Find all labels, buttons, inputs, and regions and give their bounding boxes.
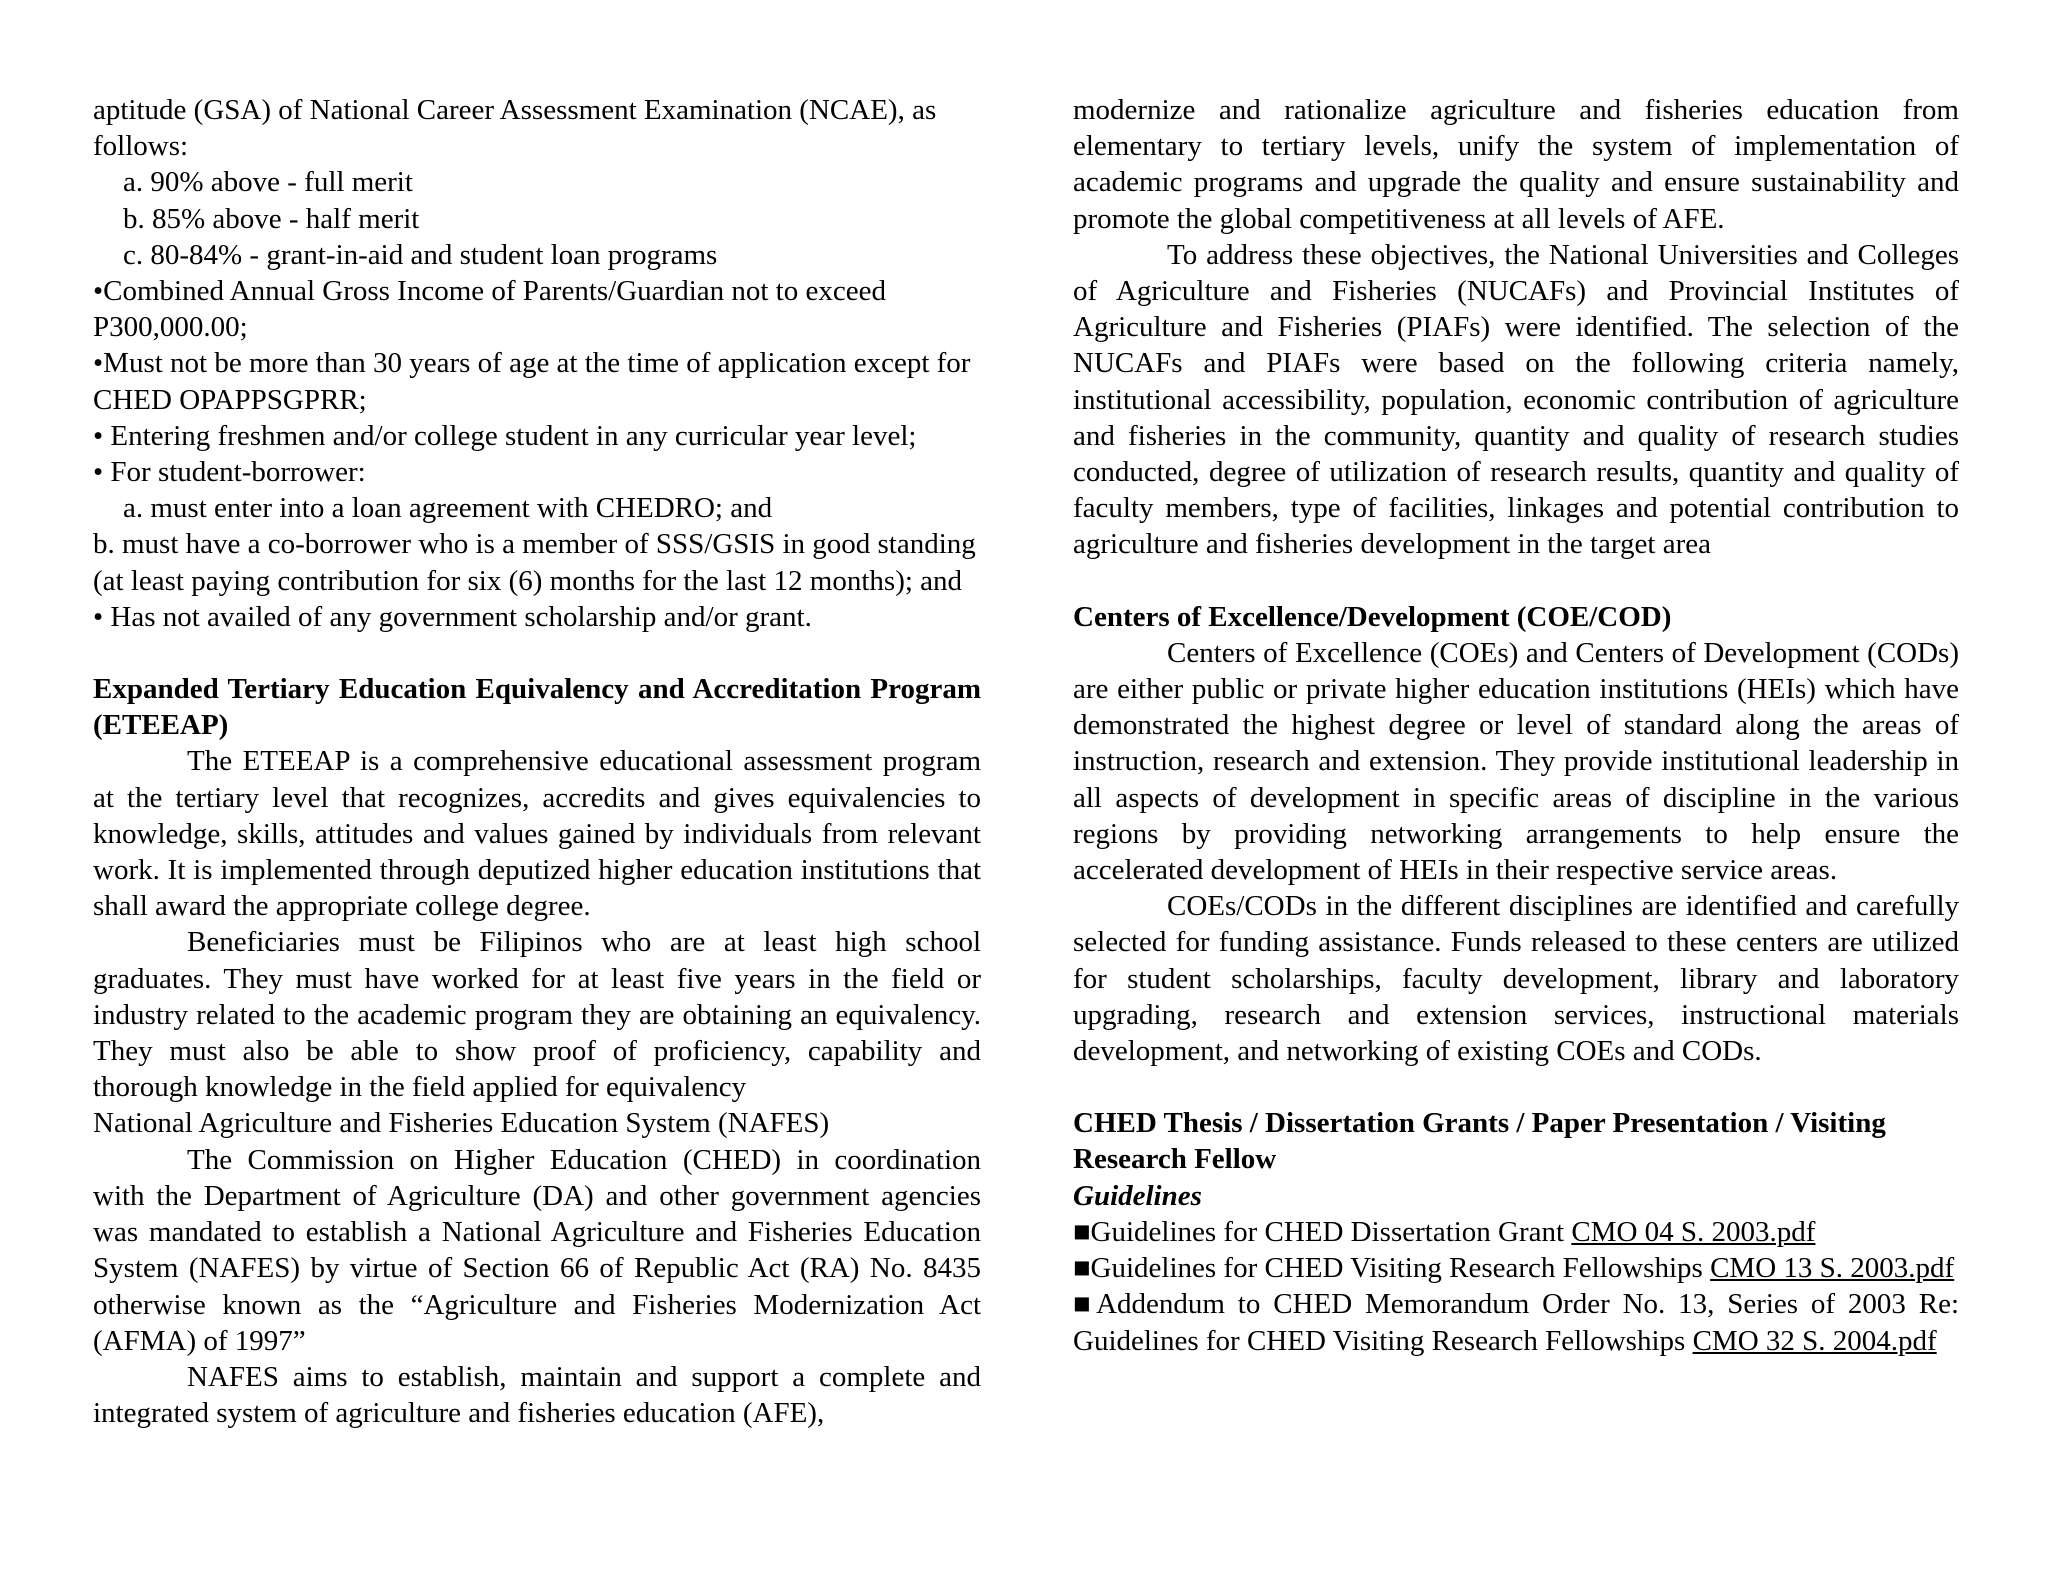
merit-item-full: a. 90% above - full merit	[123, 166, 413, 199]
requirement-scholarship: • Has not availed of any government scholarship and/or grant.	[93, 600, 812, 633]
right-column	[1073, 92, 1959, 1359]
ched-grants-heading: CHED Thesis / Dissertation Grants / Paper Presentation / Visiting Research Fellow	[1073, 1107, 1886, 1176]
cmo-13-link[interactable]: CMO 13 S. 2003.pdf	[1710, 1252, 1955, 1285]
borrower-item-b: b. must have a co-borrower who is a member of SSS/GSIS in good standing (at least paying contribution for six (6) months for the last 12 months); and	[93, 528, 976, 597]
cmo-32-link[interactable]: CMO 32 S. 2004.pdf	[1692, 1324, 1937, 1357]
requirement-freshmen: • Entering freshmen and/or college student in any curricular year level;	[93, 419, 917, 452]
eteeap-heading: Expanded Tertiary Education Equivalency and Accreditation Program (ETEEAP)	[93, 673, 981, 742]
requirement-income: •Combined Annual Gross Income of Parents/Guardian not to exceed P300,000.00;	[93, 275, 886, 344]
guidelines-label: Guidelines	[1073, 1179, 1202, 1212]
coe-heading: Centers of Excellence/Development (COE/COD)	[1073, 600, 1672, 633]
guideline-item-dissertation	[1073, 1214, 1959, 1250]
nafes-paragraph-2: NAFES aims to establish, maintain and support a complete and integrated system of agriculture and fisheries education (AFE),	[93, 1360, 981, 1430]
guideline-item-fellowships	[1073, 1250, 1959, 1286]
guideline-item-addendum	[1073, 1286, 1959, 1358]
merit-item-half: b. 85% above - half merit	[123, 202, 420, 235]
coe-paragraph-1: Centers of Excellence (COEs) and Centers of Development (CODs) are either public or private higher education institutions (HEIs) which have demonstrated the highest degree or level of standard along the areas of instruction, research and extension. They provide institutional leadership in all aspects of development in specific areas of discipline in the various regions by providing networking arrangements to help ensure the accelerated development of HEIs in their respective service areas.	[1073, 636, 1959, 887]
guideline-text: ■Guidelines for CHED Visiting Research Fellowships	[1073, 1252, 1711, 1285]
ncae-intro: aptitude (GSA) of National Career Assessment Examination (NCAE), as follows:	[93, 94, 937, 163]
eteeap-paragraph-1: The ETEEAP is a comprehensive educational assessment program at the tertiary level that recognizes, accredits and gives equivalencies to knowledge, skills, attitudes and values gained by individuals from relevant work. It is implemented through deputized higher education institutions that shall award the appropriate college degree.	[93, 745, 981, 923]
borrower-item-a: a. must enter into a loan agreement with CHEDRO; and	[123, 492, 773, 525]
nafes-continuation: modernize and rationalize agriculture and fisheries education from elementary to tertiary levels, unify the system of implementation of academic programs and upgrade the quality and ensure sustainability and promote the global competitiveness at all levels of AFE.	[1073, 94, 1959, 235]
cmo-04-link[interactable]: CMO 04 S. 2003.pdf	[1571, 1215, 1816, 1248]
requirement-age: •Must not be more than 30 years of age at the time of application except for CHED OPAPPSGPRR;	[93, 347, 971, 416]
nafes-paragraph-1: The Commission on Higher Education (CHED) in coordination with the Department of Agriculture (DA) and other government agencies was mandated to establish a National Agriculture and Fisheries Education System (NAFES) by virtue of Section 66 of Republic Act (RA) No. 8435 otherwise known as the “Agriculture and Fisheries Modernization Act (AFMA) of 1997”	[93, 1143, 981, 1357]
guideline-text: ■Guidelines for CHED Dissertation Grant	[1073, 1215, 1572, 1248]
guideline-text: ■Addendum to CHED Memorandum Order No. 13, Series of 2003 Re: Guidelines for CHED Visiting Research Fellowships	[1073, 1288, 1959, 1357]
nafes-paragraph-3: To address these objectives, the National Universities and Colleges of Agriculture and Fisheries (NUCAFs) and Provincial Institutes of Agriculture and Fisheries (PIAFs) were identified. The selection of the NUCAFs and PIAFs were based on the following criteria namely, institutional accessibility, population, economic contribution of agriculture and fisheries in the community, quantity and quality of research studies conducted, degree of utilization of research results, quantity and quality of faculty members, type of facilities, linkages and potential contribution to agriculture and fisheries development in the target area	[1073, 238, 1959, 561]
coe-paragraph-2: COEs/CODs in the different disciplines are identified and carefully selected for funding assistance. Funds released to these centers are utilized for student scholarships, faculty development, library and laboratory upgrading, research and extension services, instructional materials development, and networking of existing COEs and CODs.	[1073, 890, 1959, 1068]
nafes-title-line: National Agriculture and Fisheries Education System (NAFES)	[93, 1107, 830, 1140]
requirement-borrower: • For student-borrower:	[93, 456, 366, 489]
eteeap-paragraph-2: Beneficiaries must be Filipinos who are at least high school graduates. They must have worked for at least five years in the field or industry related to the academic program they are obtaining an equivalency. They must also be able to show proof of proficiency, capability and thorough knowledge in the field applied for equivalency	[93, 926, 981, 1104]
merit-item-grant: c. 80-84% - grant-in-aid and student loan programs	[123, 238, 718, 271]
left-column	[93, 92, 981, 1431]
